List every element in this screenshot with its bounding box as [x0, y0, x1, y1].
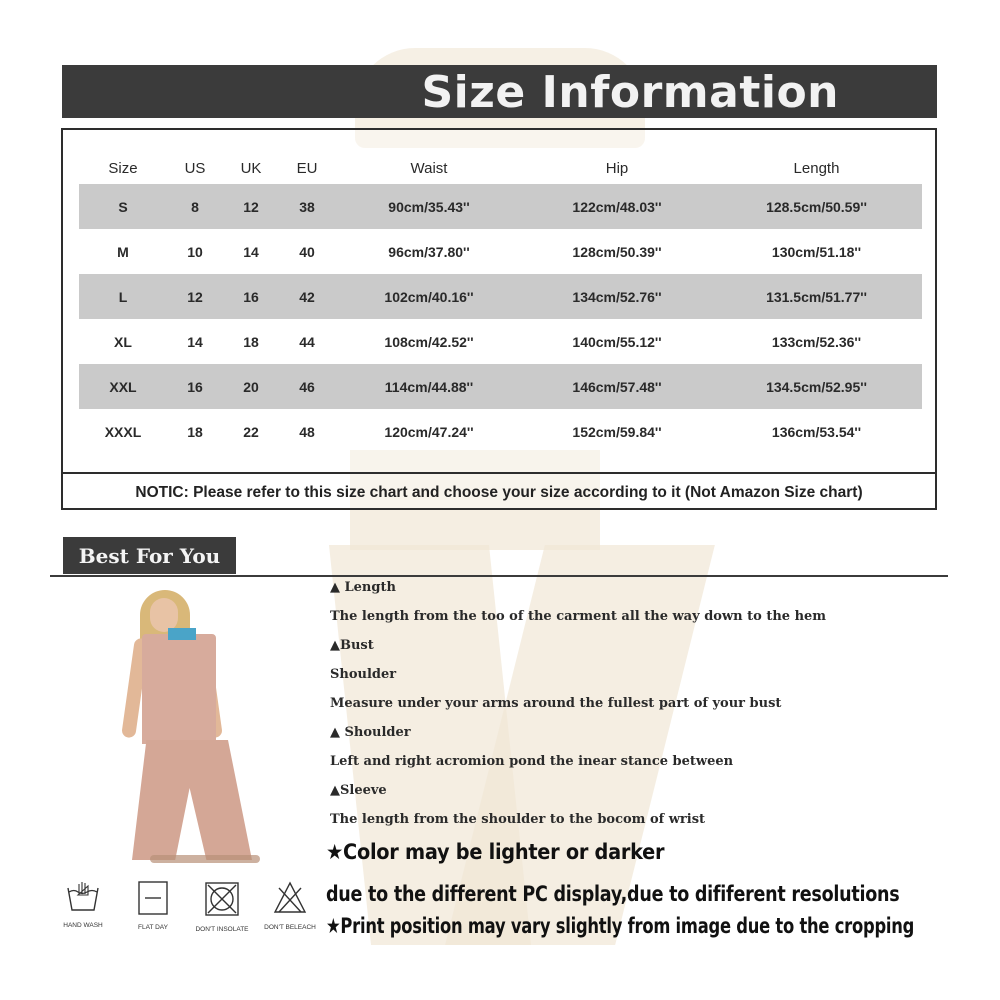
table-cell: 38 [299, 198, 315, 215]
table-cell: 108cm/42.52'' [384, 333, 474, 350]
table-cell: 128.5cm/50.59'' [766, 198, 867, 215]
table-cell: L [118, 288, 128, 305]
table-cell: 90cm/35.43'' [388, 198, 470, 215]
table-cell: 140cm/55.12'' [572, 333, 662, 350]
table-cell: 10 [187, 243, 203, 260]
spec-line: The length from the shoulder to the bocom of wrist [330, 812, 706, 827]
table-cell: 120cm/47.24'' [384, 423, 474, 440]
care-hand-wash [48, 880, 118, 929]
spec-line: Shoulder [330, 667, 397, 682]
care-flat-dry [118, 880, 188, 931]
section-divider [50, 575, 948, 577]
table-header-cell: Size [108, 159, 138, 177]
do-not-bleach-icon [271, 880, 309, 916]
product-photo [120, 590, 280, 875]
care-do-not-bleach [255, 880, 325, 931]
overall-legs [132, 740, 252, 860]
spec-line: ▲ Length [330, 580, 396, 595]
table-cell: 131.5cm/51.77'' [766, 288, 867, 305]
spec-line: Measure under your arms around the fullest part of your bust [330, 696, 782, 711]
title-bar [62, 65, 937, 118]
table-cell: 152cm/59.84'' [572, 423, 662, 440]
table-cell: 48 [299, 423, 315, 440]
table-cell: 16 [243, 288, 259, 305]
section-title: Best For You [63, 537, 236, 574]
table-cell: 96cm/37.80'' [388, 243, 470, 260]
table-cell: 102cm/40.16'' [384, 288, 474, 305]
table-cell: 134.5cm/52.95'' [766, 378, 867, 395]
care-do-not-insolate [187, 880, 257, 933]
table-cell: 40 [299, 243, 315, 260]
measurement-guide [330, 578, 950, 839]
table-row [79, 319, 922, 364]
table-cell: 44 [299, 333, 315, 350]
table-header-cell: EU [296, 159, 318, 177]
spec-line: Left and right acromion pond the inear stance between [330, 754, 734, 769]
table-header-cell: UK [240, 159, 262, 177]
model-feet [150, 855, 260, 863]
table-row [79, 229, 922, 274]
spec-line: ▲ Shoulder [330, 725, 411, 740]
table-cell: 42 [299, 288, 315, 305]
table-row [79, 274, 922, 319]
table-cell: 122cm/48.03'' [572, 198, 662, 215]
spec-line: The length from the too of the carment all the way down to the hem [330, 609, 827, 624]
table-cell: 18 [187, 423, 203, 440]
size-grid [79, 152, 922, 454]
table-cell: XXL [109, 378, 137, 395]
table-cell: 14 [243, 243, 259, 260]
size-table [61, 128, 937, 510]
table-cell: 136cm/53.54'' [771, 423, 862, 440]
table-cell: 14 [187, 333, 203, 350]
table-cell: 114cm/44.88'' [384, 378, 474, 395]
table-cell: 146cm/57.48'' [572, 378, 662, 395]
model-face [150, 598, 178, 632]
table-cell: XL [114, 333, 132, 350]
overall-bib [142, 634, 216, 744]
table-header-cell: US [184, 159, 206, 177]
care-label: DON'T BELEACH [264, 924, 316, 931]
spec-line: ▲Sleeve [330, 783, 387, 798]
table-cell: XXXL [104, 423, 142, 440]
table-row [79, 409, 922, 454]
table-cell: 128cm/50.39'' [572, 243, 662, 260]
table-cell: S [118, 198, 128, 215]
table-cell: 20 [243, 378, 259, 395]
care-label: FLAT DAY [138, 924, 168, 931]
flat-dry-icon [135, 880, 171, 916]
table-cell: 134cm/52.76'' [572, 288, 662, 305]
display-note: due to the different PC display,due to dififerent resolutions [326, 882, 900, 906]
table-header-cell: Waist [410, 159, 448, 177]
table-row [79, 184, 922, 229]
table-header-row [79, 152, 922, 184]
table-cell: 8 [191, 198, 199, 215]
hand-wash-icon [65, 880, 101, 914]
table-header-cell: Length [793, 159, 840, 177]
table-cell: 46 [299, 378, 315, 395]
spec-line: ▲Bust [330, 638, 374, 653]
table-row [79, 364, 922, 409]
color-note: ★Color may be lighter or darker [326, 840, 665, 864]
table-header-cell: Hip [605, 159, 629, 177]
table-cell: 133cm/52.36'' [771, 333, 862, 350]
care-label: HAND WASH [63, 922, 103, 929]
size-notice: NOTIC: Please refer to this size chart and choose your size according to it (Not Amazon Size chart) [63, 472, 935, 512]
page-title: Size Information [421, 67, 839, 118]
table-cell: 18 [243, 333, 259, 350]
table-cell: 12 [187, 288, 203, 305]
table-cell: 16 [187, 378, 203, 395]
table-cell: M [117, 243, 129, 260]
table-cell: 12 [243, 198, 259, 215]
undershirt [168, 628, 196, 640]
do-not-tumble-dry-icon [203, 880, 241, 918]
care-label: DON'T INSOLATE [195, 926, 249, 933]
print-note: ★Print position may vary slightly from image due to the cropping [326, 914, 915, 938]
table-cell: 22 [243, 423, 259, 440]
table-cell: 130cm/51.18'' [771, 243, 862, 260]
